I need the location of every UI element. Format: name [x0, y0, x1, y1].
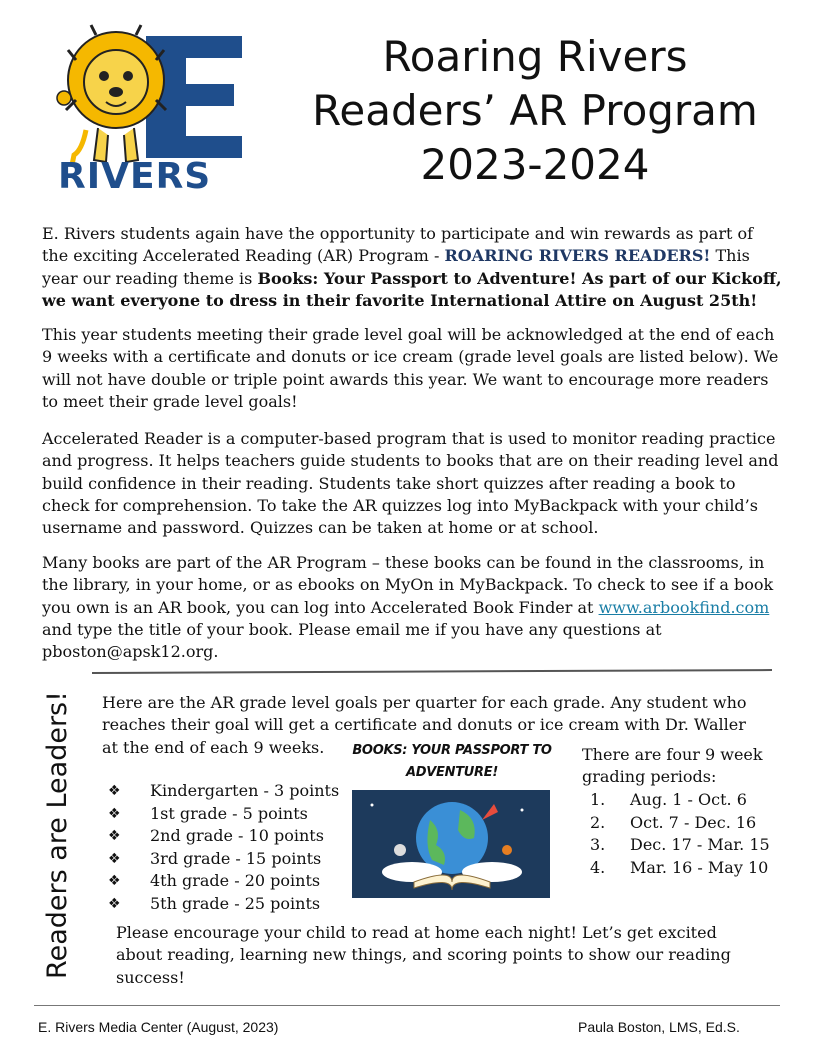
footer-left: E. Rivers Media Center (August, 2023): [38, 1019, 279, 1035]
diamond-bullet-icon: ❖: [108, 783, 121, 799]
diamond-bullet-icon: ❖: [108, 828, 121, 845]
goals-intro: Here are the AR grade level goals per quarter for each grade. Any student who reaches their goal will get a certificate and donuts or ice cream with Dr. Waller at the end of each 9 weeks.: [102, 693, 747, 757]
school-logo: [46, 20, 251, 195]
list-item: ❖ 3rd grade - 15 points: [108, 848, 348, 871]
page-title: [300, 30, 770, 192]
intro-paragraph-4: Many books are part of the AR Program – these books can be found in the classrooms, in the library, in your home, or as ebooks on MyOn in MyBackpack. To check to see if a book you own is an AR book, you can log into Accelerated Book Finder at www.arbookfind.com and type the title of your book. Please email me if you have any questions at pboston@apsk12.org.: [42, 553, 774, 662]
list-item: 3. Dec. 17 - Mar. 15: [590, 835, 770, 855]
list-item: ❖ 2nd grade - 10 points: [108, 825, 348, 848]
theme-text: Books: Your Passport to Adventure! As part of our Kickoff, we want everyone to dress in their favorite International Attire on August 25th!: [42, 268, 782, 310]
grading-intro: There are four 9 week grading periods:: [582, 745, 763, 787]
title-line-3: 2023-2024: [420, 140, 650, 189]
list-item: ❖ 4th grade - 20 points: [108, 870, 348, 893]
divider-bottom: [34, 1005, 780, 1006]
divider-top: [92, 669, 772, 674]
diamond-bullet-icon: ❖: [108, 873, 121, 890]
diamond-bullet-icon: ❖: [108, 895, 121, 912]
sidebar-slogan: Readers are Leaders!: [42, 691, 73, 979]
footer-right: Paula Boston, LMS, Ed.S.: [578, 1019, 740, 1035]
list-item: ❖ Kindergarten - 3 points: [108, 780, 348, 803]
list-item: 1. Aug. 1 - Oct. 6: [590, 790, 747, 809]
passport-illustration: [352, 790, 550, 898]
astronaut-icon: [394, 844, 406, 856]
encourage-text: Please encourage your child to read at home each night! Let’s get excited about reading, learning new things, and scoring points to show our reading success!: [116, 923, 731, 987]
intro-paragraph-1: E. Rivers students again have the opportunity to participate and win rewards as part of the exciting Accelerated Reading (AR) Program - ROARING RIVERS READERS! This year our reading theme is Books: Your Passport to Adventure! As part of our Kickoff, we want everyone to dress in their favorite International Attire on August 25th!: [42, 224, 782, 310]
title-line-1: Roaring Rivers: [382, 32, 688, 81]
list-item: ❖ 1st grade - 5 points: [108, 803, 348, 826]
grading-periods-list: [590, 789, 790, 879]
list-item: 4. Mar. 16 - May 10: [590, 857, 769, 877]
goals-list: [108, 780, 348, 916]
globe-icon: [416, 802, 488, 874]
list-item: ❖ 5th grade - 25 points: [108, 893, 348, 916]
diamond-bullet-icon: ❖: [108, 850, 121, 867]
intro-paragraph-3: Accelerated Reader is a computer-based program that is used to monitor reading practice and progress. It helps teachers guide students to books that are on their reading level and build confidence in their reading. Students take short quizzes after reading a book to check for comprehension. To take the AR quizzes log into MyBackpack with your child’s username and password. Quizzes can be taken at home or at school.: [42, 429, 779, 538]
arbookfind-link[interactable]: www.arbookfind.com: [598, 597, 770, 617]
title-line-2: Readers’ AR Program: [312, 86, 758, 135]
planet-icon: [502, 845, 512, 855]
passport-title: BOOKS: YOUR PASSPORT TO ADVENTURE!: [352, 743, 552, 780]
diamond-bullet-icon: ❖: [108, 805, 121, 822]
program-name: ROARING RIVERS READERS!: [444, 246, 711, 266]
intro-paragraph-2: This year students meeting their grade level goal will be acknowledged at the end of each 9 weeks with a certificate and donuts or ice cream (grade level goals are listed below). We will not have double or triple point awards this year. We want to encourage more readers to meet their grade level goals!: [42, 325, 779, 411]
logo-text: RIVERS: [58, 156, 212, 195]
list-item: 2. Oct. 7 - Dec. 16: [590, 812, 757, 832]
